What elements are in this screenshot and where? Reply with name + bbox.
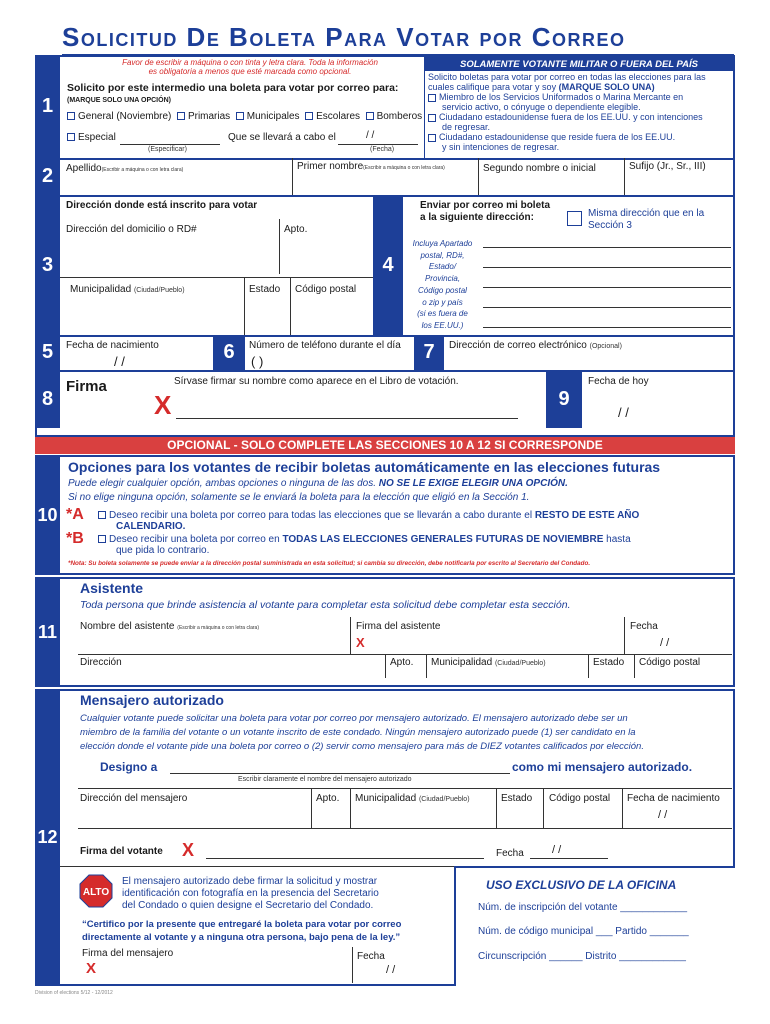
stop-sign-text: ALTO <box>82 887 110 898</box>
s11-sub: Toda persona que brinde asistencia al votante para completar esta solicitud debe completar esta sección. <box>80 599 571 611</box>
assistant-muni-hint: (Ciudad/Pueblo) <box>494 660 546 667</box>
s10-note: *Nota: Su boleta solamente se puede enviar a la dirección postal suministrada en esta solicitud; si cambia su dirección, debe notificarla por escrito al Secretario del Condado. <box>68 560 591 567</box>
s3-muni-hint: (Ciudad/Pueblo) <box>133 287 185 294</box>
s3-apt-div <box>279 219 280 274</box>
mil-opt3-l1: Ciudadano estadounidense que reside fuera de los EE.UU. <box>439 132 676 142</box>
section-11-number: 11 <box>35 577 60 687</box>
checkbox-mil-1[interactable] <box>428 94 436 102</box>
assistant-date-slashes: / / <box>660 637 670 649</box>
s10-a-l2: CALENDARIO. <box>116 521 186 532</box>
same-l2: Sección 3 <box>588 220 632 231</box>
s10-l1b: NO SE LE EXIGE ELEGIR UNA OPCIÓN. <box>378 478 568 489</box>
s11-div6 <box>634 654 635 678</box>
s4-line-4[interactable] <box>483 307 731 308</box>
s4-include-note <box>405 238 480 332</box>
signature-label: Firma <box>66 378 107 395</box>
section-6-number: 6 <box>213 335 245 370</box>
mil-opt1 <box>428 92 706 102</box>
assistant-muni-label <box>431 657 546 668</box>
voter-sig-label: Firma del votante <box>80 846 163 857</box>
email-text: Dirección de correo electrónico <box>449 340 587 351</box>
inc-5: o zip y país <box>422 297 463 307</box>
s10-b-l1c: hasta <box>603 534 631 545</box>
mil-opt3 <box>428 132 706 142</box>
voter-date-slashes: / / <box>552 844 562 856</box>
same-address-checkbox[interactable] <box>567 211 582 226</box>
assistant-muni-text: Municipalidad <box>431 657 493 668</box>
opt-general: General (Noviembre) <box>78 111 172 122</box>
mil-opt2-l1: Ciudadano estadounidense fuera de los EE.UU. y con intenciones <box>439 112 703 122</box>
first-name-label <box>297 161 445 172</box>
s12-div2 <box>350 788 351 828</box>
mess-muni-hint: (Ciudad/Pueblo) <box>418 796 470 803</box>
checkbox-fire[interactable] <box>366 112 374 120</box>
checkbox-10a[interactable] <box>98 511 106 519</box>
header-note-l2: es obligatoria a menos que esté marcada como opcional. <box>148 67 352 76</box>
stop-sign-icon <box>79 874 113 908</box>
s3-state-label: Estado <box>249 284 281 295</box>
specify-hint: (Especificar) <box>148 146 187 153</box>
s3-zip-div <box>290 277 291 335</box>
warn-l3: del Condado o quien designe el Secretario del Condado. <box>122 900 374 911</box>
s12-p2: miembro de la familia del votante o un votante inscrito de este condado. Ningún mensajero autorizado puede (1) ser candidato en la <box>80 727 636 738</box>
checkbox-primary[interactable] <box>177 112 185 120</box>
assistant-sig-x: X <box>356 635 365 650</box>
warn-l1: El mensajero autorizado debe firmar la solicitud y mostrar <box>122 876 378 887</box>
s3-state-div <box>244 277 245 335</box>
assistant-apt-label: Apto. <box>390 657 414 668</box>
s12-p3: elección donde el votante pide una boleta por correo o (2) servir como mensajero para más de DIEZ votantes calificados por elección. <box>80 741 644 752</box>
s10-line2: Si no elige ninguna opción, solamente se le enviará la boleta para la elección que eligió en la Sección 1. <box>68 492 530 503</box>
email-opt: (Opcional) <box>589 343 622 350</box>
section-12-number: 12 <box>35 689 60 986</box>
warning-text <box>122 876 379 912</box>
mess-addr-label: Dirección del mensajero <box>80 793 188 804</box>
last-name-hint: (Escribir a máquina o con letra clara) <box>101 167 184 173</box>
s12-rule2 <box>78 828 732 829</box>
signature-line[interactable] <box>176 418 518 419</box>
email-label <box>449 340 622 351</box>
inc-0: Incluya Apartado <box>412 239 473 248</box>
same-address-label <box>588 208 704 232</box>
mess-dob-slashes: / / <box>658 809 668 821</box>
rule-s5-top <box>35 335 735 337</box>
s1-mark-one: (MARQUE SOLO UNA OPCIÓN) <box>67 97 171 104</box>
s12-rule3 <box>60 866 454 867</box>
first-name-text: Primer nombre <box>297 161 364 172</box>
s11-div1 <box>350 617 351 654</box>
s10-a-l1 <box>98 510 639 521</box>
phone-label: Número de teléfono durante el día <box>249 340 401 351</box>
inc-4: Código postal <box>418 285 467 295</box>
s10-a-l1b: RESTO DE ESTE AÑO <box>534 510 640 521</box>
rule-s8-top <box>35 370 735 372</box>
s4-line-3[interactable] <box>483 287 731 288</box>
s10-line1 <box>68 478 568 489</box>
warn-l2: identificación con fotografía en la presencia del Secretario <box>122 888 379 899</box>
s10-l1a: Puede elegir cualquier opción, ambas opciones o ninguna de las dos. <box>68 478 379 489</box>
s12-p1: Cualquier votante puede solicitar una boleta para votar por correo por mensajero autorizado. El mensajero autorizado debe ser un <box>80 713 628 724</box>
mess-date-label: Fecha <box>357 951 385 962</box>
office-muni: Núm. de código municipal ___ Partido _______ <box>478 926 689 937</box>
s11-div2 <box>624 617 625 654</box>
assistant-zip-label: Código postal <box>639 657 701 668</box>
checkbox-mil-2[interactable] <box>428 114 436 122</box>
inc-6: (si es fuera de <box>417 309 468 319</box>
mil-opt1-l2: servicio activo, o cónyuge o dependiente elegible. <box>442 102 641 112</box>
phone-paren: ( ) <box>251 354 264 369</box>
opt-fire: Bomberos <box>376 111 423 122</box>
first-name-hint: (Escribir a máquina o con letra clara) <box>363 165 445 171</box>
rule-s2-top <box>35 158 735 160</box>
section-1-number: 1 <box>35 55 60 158</box>
section-8-number: 8 <box>35 370 60 428</box>
mil-opt1-l1: Miembro de los Servicios Uniformados o Marina Mercante en <box>439 92 684 102</box>
checkbox-mil-3[interactable] <box>428 134 436 142</box>
assistant-name-hint: (Escribir a máquina o con letra clara) <box>177 625 259 631</box>
signature-x: X <box>154 390 172 420</box>
s10-b-mark: *B <box>66 530 84 547</box>
assistant-sig-label: Firma del asistente <box>356 621 441 632</box>
s2-div1 <box>292 158 293 195</box>
s4-line-1[interactable] <box>483 247 731 248</box>
held-date-hint: (Fecha) <box>370 146 395 153</box>
checkbox-municipal[interactable] <box>236 112 244 120</box>
page-title: Solicitud De Boleta Para Votar por Correo <box>62 22 626 52</box>
assistant-addr-label: Dirección <box>80 657 122 668</box>
designate-label: Designo a <box>100 760 158 774</box>
home-address-label: Dirección del domicilio o RD# <box>66 224 197 235</box>
voter-sig-x: X <box>182 840 195 860</box>
assistant-date-label: Fecha <box>630 621 658 632</box>
header-note-l1: Favor de escribir a máquina o con tinta y letra clara. Toda la información <box>122 58 378 67</box>
mess-date-slashes: / / <box>386 964 396 976</box>
mil-opt2 <box>428 112 706 122</box>
s2-div2 <box>478 158 479 195</box>
today-label: Fecha de hoy <box>588 376 649 387</box>
office-title: USO EXCLUSIVO DE LA OFICINA <box>486 878 677 892</box>
s10-b-l2: que pida lo contrario. <box>116 545 210 556</box>
s12-div1 <box>311 788 312 828</box>
cert-l1: “Certifico por la presente que entregaré la boleta para votar por correo <box>82 919 402 930</box>
today-slashes: / / <box>618 405 629 420</box>
s10-b-text <box>98 534 631 556</box>
s11-div3 <box>385 654 386 678</box>
inc-1: postal, RD#, <box>420 250 465 260</box>
suffix-label: Sufijo (Jr., Sr., III) <box>629 161 706 172</box>
signature-instr: Sírvase firmar su nombre como aparece en el Libro de votación. <box>174 376 459 387</box>
checkbox-special[interactable] <box>67 133 75 141</box>
dob-label: Fecha de nacimiento <box>66 340 159 351</box>
section-10-number: 10 <box>35 455 60 575</box>
assistant-name-text: Nombre del asistente <box>80 621 175 632</box>
s10-a-text <box>98 510 639 532</box>
write-clear-hint: Escribir claramente el nombre del mensajero autorizado <box>238 776 412 783</box>
section-2-number: 2 <box>35 158 60 195</box>
s1-special-row <box>67 132 116 143</box>
mess-dob-label: Fecha de nacimiento <box>627 793 720 804</box>
section-9-number: 9 <box>546 370 582 428</box>
special-line[interactable] <box>120 144 220 145</box>
inc-2: Estado/ <box>428 262 457 272</box>
opt-school: Escolares <box>316 111 361 122</box>
s11-title: Asistente <box>80 580 144 596</box>
s4-title-l2: a la siguiente dirección: <box>420 212 534 223</box>
s3-muni-text: Municipalidad <box>70 284 132 295</box>
s3-muni-label <box>70 284 185 295</box>
s12-div3 <box>496 788 497 828</box>
assistant-state-label: Estado <box>593 657 625 668</box>
s4-line-5[interactable] <box>483 327 731 328</box>
s10-b-l1b: TODAS LAS ELECCIONES GENERALES FUTURAS DE NOVIEMBRE <box>282 534 604 545</box>
s4-title <box>420 200 550 224</box>
mess-sig-x: X <box>86 960 97 977</box>
same-l1: Misma dirección que en la <box>588 208 705 219</box>
last-name-text: Apellido <box>66 163 102 174</box>
as-my-label: como mi mensajero autorizado. <box>512 760 693 774</box>
held-on: Que se llevará a cabo el <box>228 132 336 143</box>
inc-7: los EE.UU.) <box>421 320 464 330</box>
assistant-name-label <box>80 621 259 632</box>
s1-options <box>67 111 422 122</box>
s3-title: Dirección donde está inscrito para votar <box>66 200 258 211</box>
s1-request: Solicito por este intermedio una boleta para votar por correo para: <box>67 82 399 94</box>
section-3-number: 3 <box>35 195 60 335</box>
mess-state-label: Estado <box>501 793 533 804</box>
office-ward: Circunscripción ______ Distrito ____________ <box>478 951 686 962</box>
s10-a-mark: *A <box>66 506 84 523</box>
s10-b-l1a: Deseo recibir una boleta por correo en <box>109 534 283 545</box>
s11-div5 <box>588 654 589 678</box>
checkbox-general[interactable] <box>67 112 75 120</box>
mil-opt3-l2: y sin intenciones de regresar. <box>442 142 560 152</box>
mess-sig-label: Firma del mensajero <box>82 948 174 959</box>
s10-title: Opciones para los votantes de recibir boletas automáticamente en las elecciones futuras <box>68 459 661 475</box>
s4-line-2[interactable] <box>483 267 731 268</box>
s3-apt-label: Apto. <box>284 224 308 235</box>
mil-intro-l2b: (MARQUE SOLO UNA) <box>558 82 655 92</box>
header-note <box>100 58 400 76</box>
voter-sig-line[interactable] <box>206 858 484 859</box>
held-date-line[interactable] <box>338 144 418 145</box>
voter-date-label: Fecha <box>496 848 524 859</box>
section-4-number: 4 <box>373 195 403 335</box>
held-date-slashes: / / <box>366 130 375 141</box>
s12-title: Mensajero autorizado <box>80 692 224 708</box>
mess-muni-label <box>355 793 470 804</box>
certification <box>82 918 401 944</box>
s3-rule-mid <box>60 277 373 278</box>
voter-date-line[interactable] <box>530 858 608 859</box>
inc-3: Provincia, <box>424 274 461 284</box>
optional-bar: OPCIONAL - SOLO COMPLETE LAS SECCIONES 10 A 12 SI CORRESPONDE <box>35 437 735 454</box>
office-reg: Núm. de inscripción del votante ____________ <box>478 902 688 913</box>
s12-rule1 <box>78 788 732 789</box>
s12-div4 <box>543 788 544 828</box>
s10-a-l1a: Deseo recibir una boleta por correo para todas las elecciones que se llevarán a cabo durante el <box>109 510 535 521</box>
middle-name-label: Segundo nombre o inicial <box>483 163 596 174</box>
cert-l2: directamente al votante y a ninguna otra persona, bajo pena de la ley.” <box>82 932 401 943</box>
opt-municipal: Municipales <box>246 111 300 122</box>
military-title: SOLAMENTE VOTANTE MILITAR O FUERA DEL PAÍS <box>425 57 733 71</box>
last-name-label <box>66 163 183 174</box>
s12-div5 <box>622 788 623 828</box>
s2-div3 <box>624 158 625 195</box>
s12-para <box>80 712 644 754</box>
messenger-name-line[interactable] <box>170 773 510 774</box>
footer-code: Division of elections 5/12 - 12/2012 <box>35 990 113 996</box>
checkbox-school[interactable] <box>305 112 313 120</box>
mess-muni-text: Municipalidad <box>355 793 417 804</box>
section-7-number: 7 <box>414 335 444 370</box>
s11-div4 <box>426 654 427 678</box>
mil-intro-l2 <box>428 82 706 92</box>
mil-opt2-l2: de regresar. <box>442 122 491 132</box>
opt-special: Especial <box>78 132 116 143</box>
checkbox-10b[interactable] <box>98 535 106 543</box>
military-text <box>428 72 706 152</box>
mil-intro-l2a: cuales califique para votar y soy <box>428 82 559 92</box>
mess-sig-div <box>352 947 353 983</box>
mil-intro-l1: Solicito boletas para votar por correo en todas las elecciones para las <box>428 72 706 82</box>
mess-zip-label: Código postal <box>549 793 611 804</box>
s4-title-l1: Enviar por correo mi boleta <box>420 200 551 211</box>
opt-primary: Primarias <box>187 111 231 122</box>
dob-slashes: / / <box>114 354 125 369</box>
section-5-number: 5 <box>35 335 60 370</box>
s10-b-l1 <box>98 534 631 545</box>
s3-zip-label: Código postal <box>295 284 357 295</box>
mess-apt-label: Apto. <box>316 793 340 804</box>
